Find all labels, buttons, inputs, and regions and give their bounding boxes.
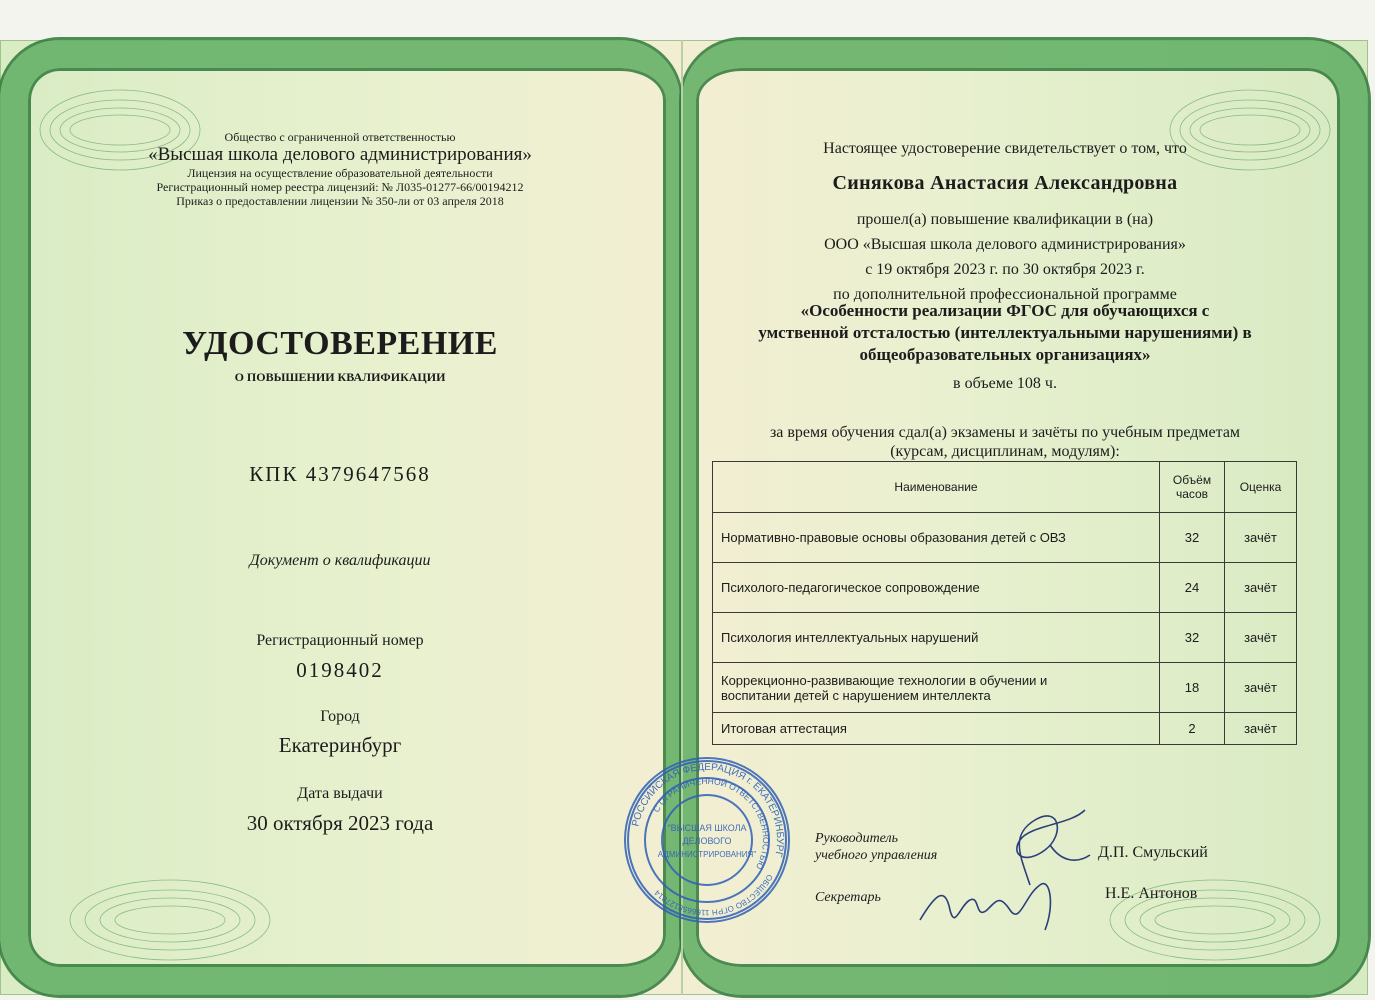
program-line2: умственной отсталостью (интеллектуальными нарушениями) в <box>758 323 1252 342</box>
header-hours-line2: часов <box>1175 487 1209 501</box>
table-row <box>713 513 1297 563</box>
reg-number-label: Регистрационный номер <box>256 632 424 649</box>
exam-line2: (курсам, дисциплинам, модулям): <box>890 443 1120 460</box>
stamp-center-line1: "ВЫСШАЯ ШКОЛА <box>667 823 747 833</box>
city: Екатеринбург <box>278 733 402 757</box>
issue-date-label: Дата выдачи <box>297 785 383 802</box>
program-line1: «Особенности реализации ФГОС для обучающихся с <box>800 301 1210 320</box>
intro-text: Настоящее удостоверение свидетельствует о том, что <box>823 140 1187 157</box>
subject-hours: 24 <box>1160 563 1225 613</box>
kpk-number: КПК 4379647568 <box>249 462 431 486</box>
subject-hours: 32 <box>1160 613 1225 663</box>
subject-hours: 32 <box>1160 513 1225 563</box>
table-row <box>713 563 1297 613</box>
stamp-center-line3: АДМИНИСТРИРОВАНИЯ" <box>657 850 757 859</box>
secretary-name: Н.Е. Антонов <box>1105 885 1198 902</box>
table-header-row <box>713 462 1297 513</box>
header-grade: Оценка <box>1225 462 1297 513</box>
subject-name: Нормативно-правовые основы образования детей с ОВЗ <box>713 513 1160 563</box>
certificate-subtitle: О ПОВЫШЕНИИ КВАЛИФИКАЦИИ <box>234 370 446 384</box>
header-name: Наименование <box>713 462 1160 513</box>
order-line: Приказ о предоставлении лицензии № 350-ли от 03 апреля 2018 <box>176 194 504 208</box>
head-role-line2: учебного управления <box>815 848 938 863</box>
program-volume: в объеме 108 ч. <box>953 375 1057 392</box>
subject-hours: 18 <box>1160 663 1225 713</box>
stamp-bottom-text: ОБЩЕСТВО ОГРН 1166658127814 <box>652 872 775 918</box>
table-row <box>713 613 1297 663</box>
header-hours <box>1160 462 1225 513</box>
issue-date: 30 октября 2023 года <box>246 811 434 835</box>
license-line: Лицензия на осуществление образовательной деятельности <box>187 166 493 180</box>
head-name: Д.П. Смульский <box>1098 844 1208 861</box>
organization-header <box>110 130 570 208</box>
training-dates: с 19 октября 2023 г. по 30 октября 2023 г. <box>865 261 1145 278</box>
org-name: «Высшая школа делового администрирования» <box>148 144 532 165</box>
subject-grade: зачёт <box>1225 613 1297 663</box>
org-line1: Общество с ограниченной ответственностью <box>224 130 456 144</box>
exam-intro <box>710 423 1300 461</box>
stamp-inner-ring: С ОГРАНИЧЕННОЙ ОТВЕТСТВЕННОСТЬЮ <box>651 775 772 872</box>
subject-name-line2: воспитании детей с нарушением интеллекта <box>721 687 991 703</box>
subject-hours: 2 <box>1160 713 1225 745</box>
training-line1: прошел(а) повышение квалификации в (на) <box>856 211 1154 228</box>
subject-name: Психолого-педагогическое сопровождение <box>713 563 1160 613</box>
subject-name <box>713 663 1160 713</box>
exam-line1: за время обучения сдал(а) экзамены и зачёты по учебным предметам <box>769 424 1241 441</box>
reg-number: 0198402 <box>296 658 384 682</box>
subject-name: Психология интеллектуальных нарушений <box>713 613 1160 663</box>
city-label: Город <box>320 708 360 725</box>
secretary-role: Секретарь <box>815 890 881 905</box>
head-role-line1: Руководитель <box>815 831 899 846</box>
program-title <box>700 300 1310 366</box>
subject-grade: зачёт <box>1225 663 1297 713</box>
organization-stamp <box>622 755 792 925</box>
table-row <box>713 713 1297 745</box>
secretary-signature <box>915 865 1065 940</box>
stamp-center-line2: ДЕЛОВОГО <box>682 836 732 846</box>
training-line2: ООО «Высшая школа делового администрирования» <box>824 236 1186 253</box>
table-row <box>713 663 1297 713</box>
subject-name-line1: Коррекционно-развивающие технологии в обучении и <box>721 672 1048 688</box>
person-name: Синякова Анастасия Александровна <box>832 172 1178 194</box>
subject-grade: зачёт <box>1225 563 1297 613</box>
subjects-table <box>712 461 1297 745</box>
training-details <box>710 207 1300 307</box>
guilloche-ornament-bottom-left <box>60 870 280 970</box>
program-line3: общеобразовательных организациях» <box>859 345 1151 364</box>
subject-grade: зачёт <box>1225 513 1297 563</box>
stamp-ring-text: РОССИЙСКАЯ ФЕДЕРАЦИЯ г. ЕКАТЕРИНБУРГ <box>630 761 786 858</box>
header-hours-line1: Объём <box>1172 473 1212 487</box>
subject-name: Итоговая аттестация <box>713 713 1160 745</box>
registry-line: Регистрационный номер реестра лицензий: № Л035-01277-66/00194212 <box>156 180 524 194</box>
certificate-title: УДОСТОВЕРЕНИЕ <box>182 325 498 362</box>
document-type: Документ о квалификации <box>249 552 431 569</box>
training-line4: по дополнительной профессиональной программе <box>833 286 1177 303</box>
subject-grade: зачёт <box>1225 713 1297 745</box>
head-role <box>815 830 937 864</box>
